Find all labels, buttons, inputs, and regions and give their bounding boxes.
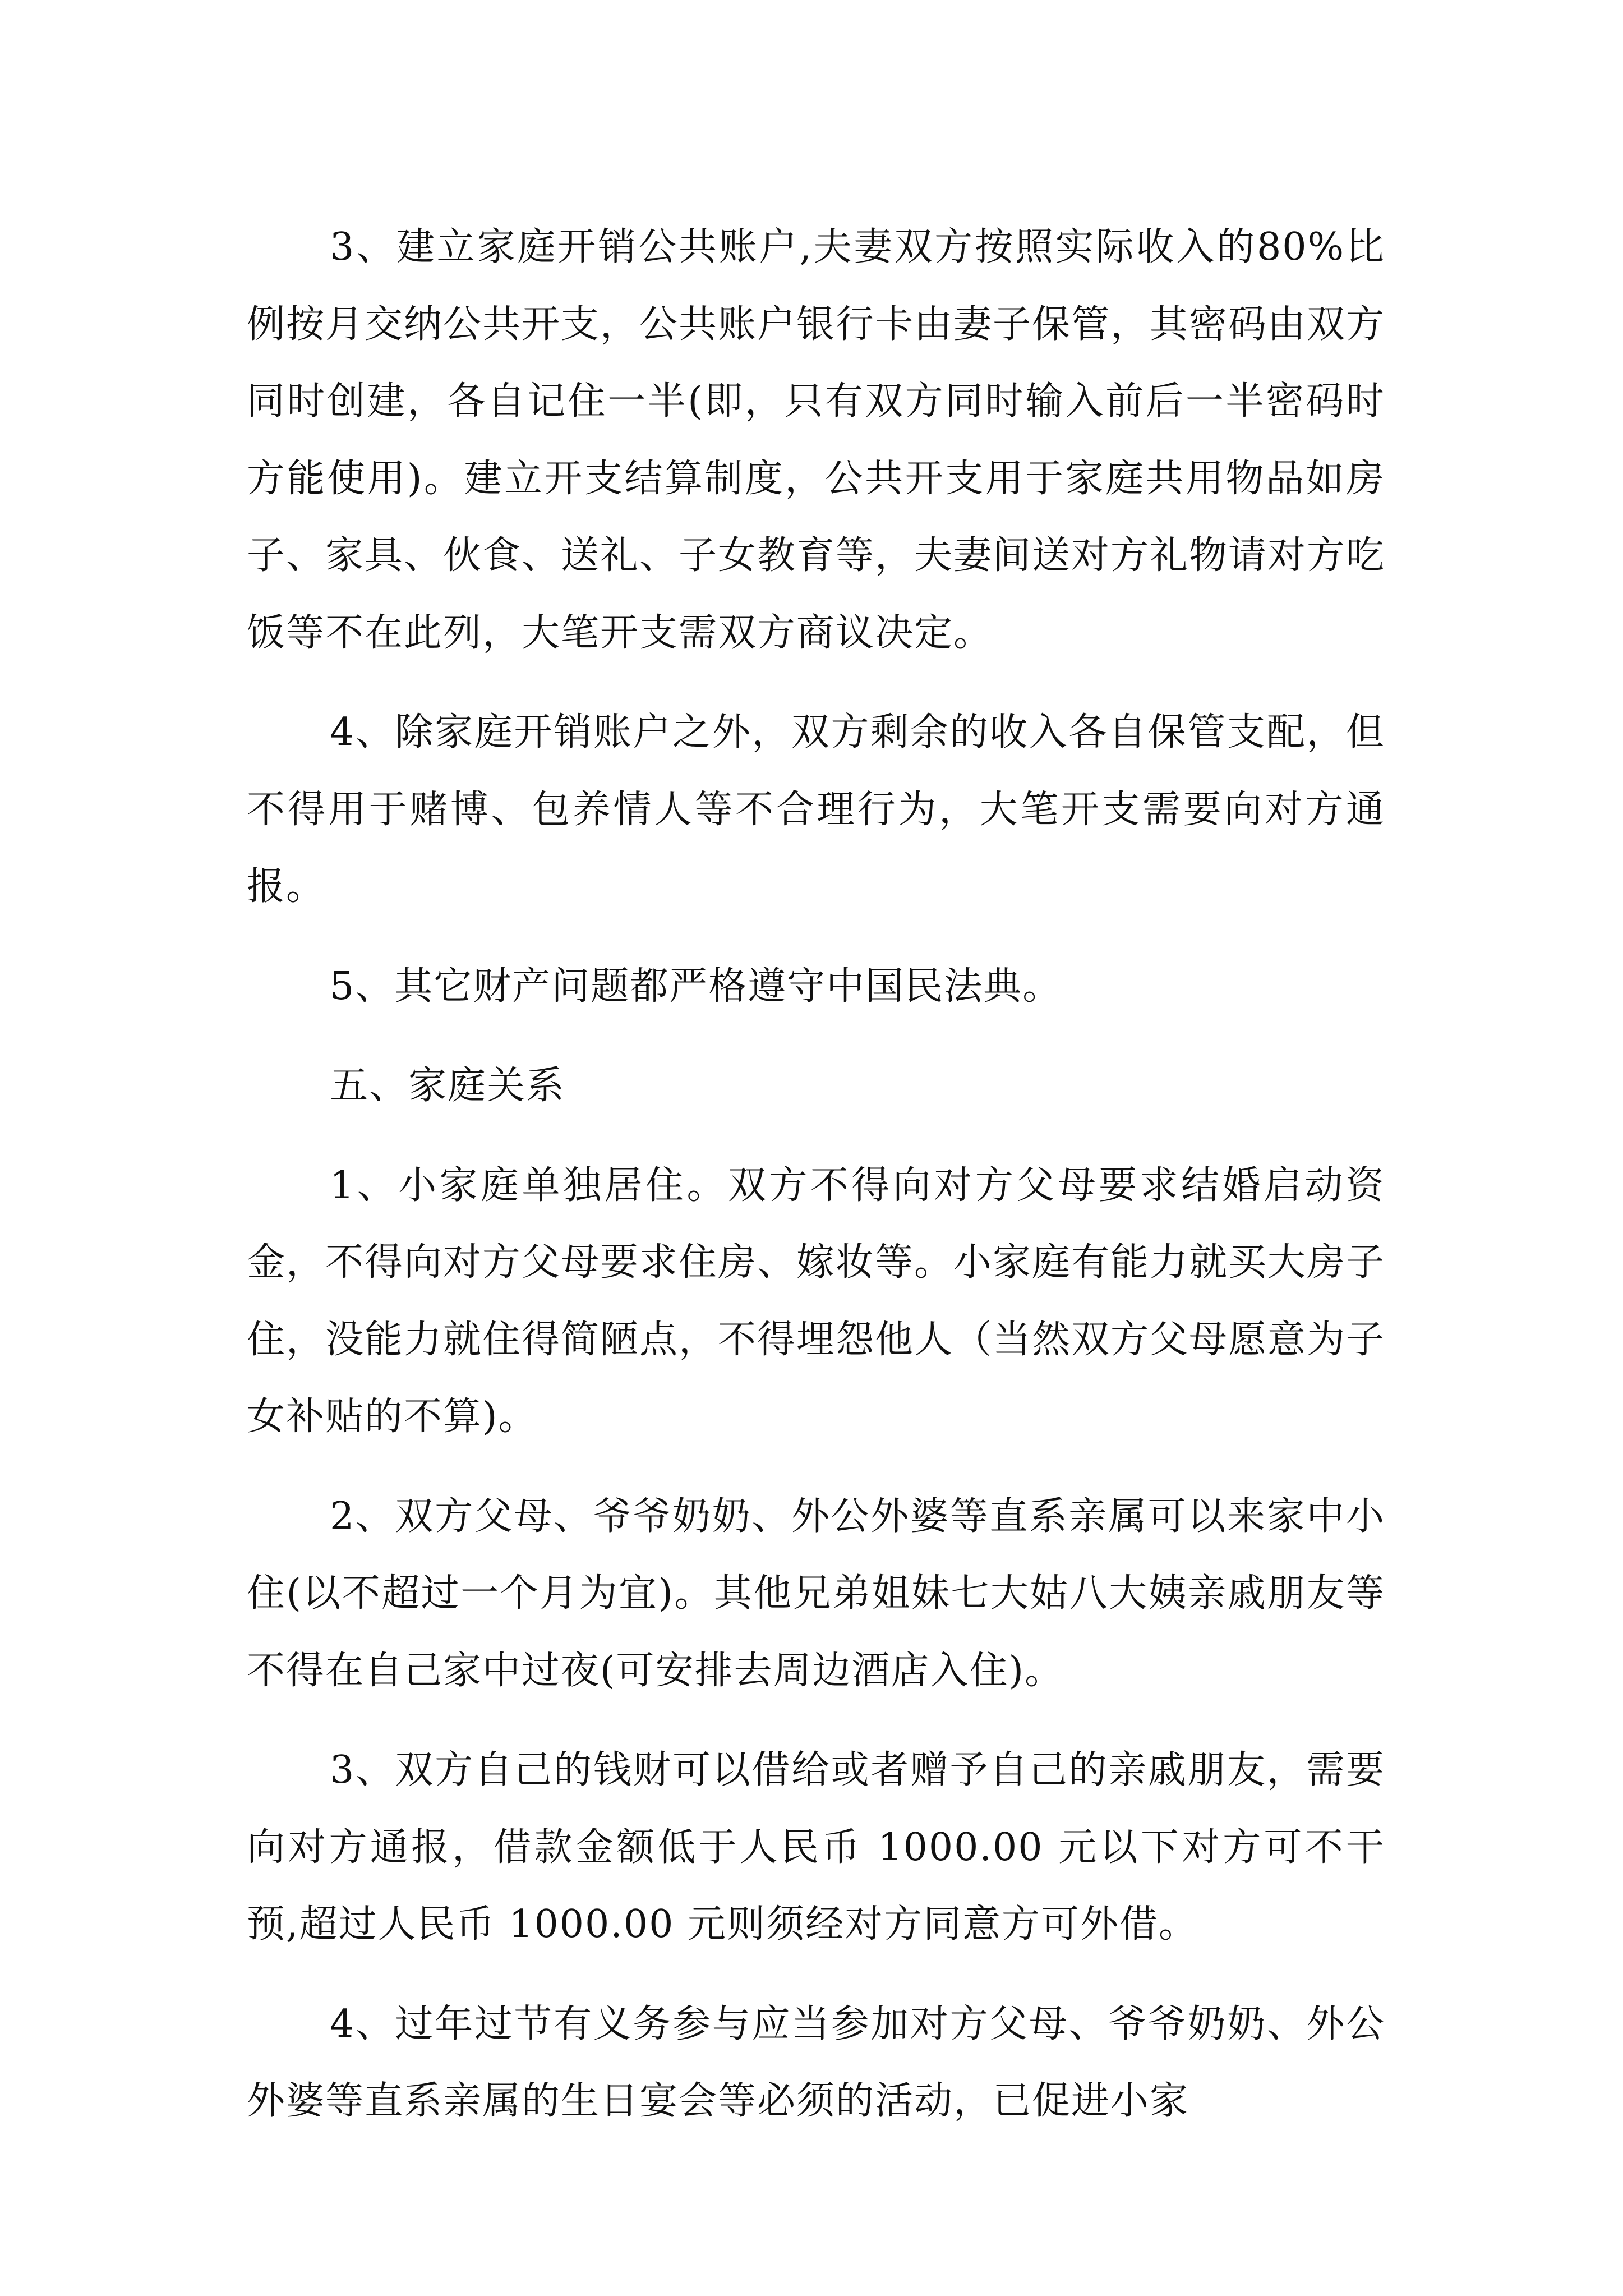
paragraph-remaining-income: 4、除家庭开销账户之外，双方剩余的收入各自保管支配，但不得用于赌博、包养情人等不合理行为，大笔开支需要向对方通报。 [247, 710, 1385, 909]
paragraph-separate-residence: 1、小家庭单独居住。双方不得向对方父母要求结婚启动资金，不得向对方父母要求住房、嫁妆等。小家庭有能力就买大房子住，没能力就住得简陋点，不得埋怨他人（当然双方父母愿意为子女补贴的不算)。 [247, 1163, 1386, 1439]
paragraph-lending-money: 3、双方自己的钱财可以借给或者赠予自己的亲戚朋友，需要向对方通报，借款金额低于人民币 1000.00 元以下对方可不干预,超过人民币 1000.00 元则须经对方同意方可外借。 [247, 1748, 1385, 1947]
section-heading-family-relations: 五、家庭关系 [330, 1064, 566, 1108]
paragraph-public-account: 3、建立家庭开销公共账户,夫妻双方按照实际收入的80%比例按月交纳公共开支，公共账户银行卡由妻子保管，其密码由双方同时创建，各自记住一半(即，只有双方同时输入前后一半密码时方能使用)。建立开支结算制度，公共开支用于家庭共用物品如房子、家具、伙食、送礼、子女教育等，夫妻间送对方礼物请对方吃饭等不在此列，大笔开支需双方商议决定。 [247, 225, 1386, 655]
paragraph-civil-code: 5、其它财产问题都严格遵守中国民法典。 [330, 964, 1062, 1009]
paragraph-holiday-obligations: 4、过年过节有义务参与应当参加对方父母、爷爷奶奶、外公外婆等直系亲属的生日宴会等必须的活动，已促进小家 [247, 2001, 1385, 2123]
document-body [247, 209, 1385, 2162]
paragraph-relatives-stay: 2、双方父母、爷爷奶奶、外公外婆等直系亲属可以来家中小住(以不超过一个月为宜)。其他兄弟姐妹七大姑八大姨亲戚朋友等不得在自己家中过夜(可安排去周边酒店入住)。 [247, 1494, 1385, 1693]
